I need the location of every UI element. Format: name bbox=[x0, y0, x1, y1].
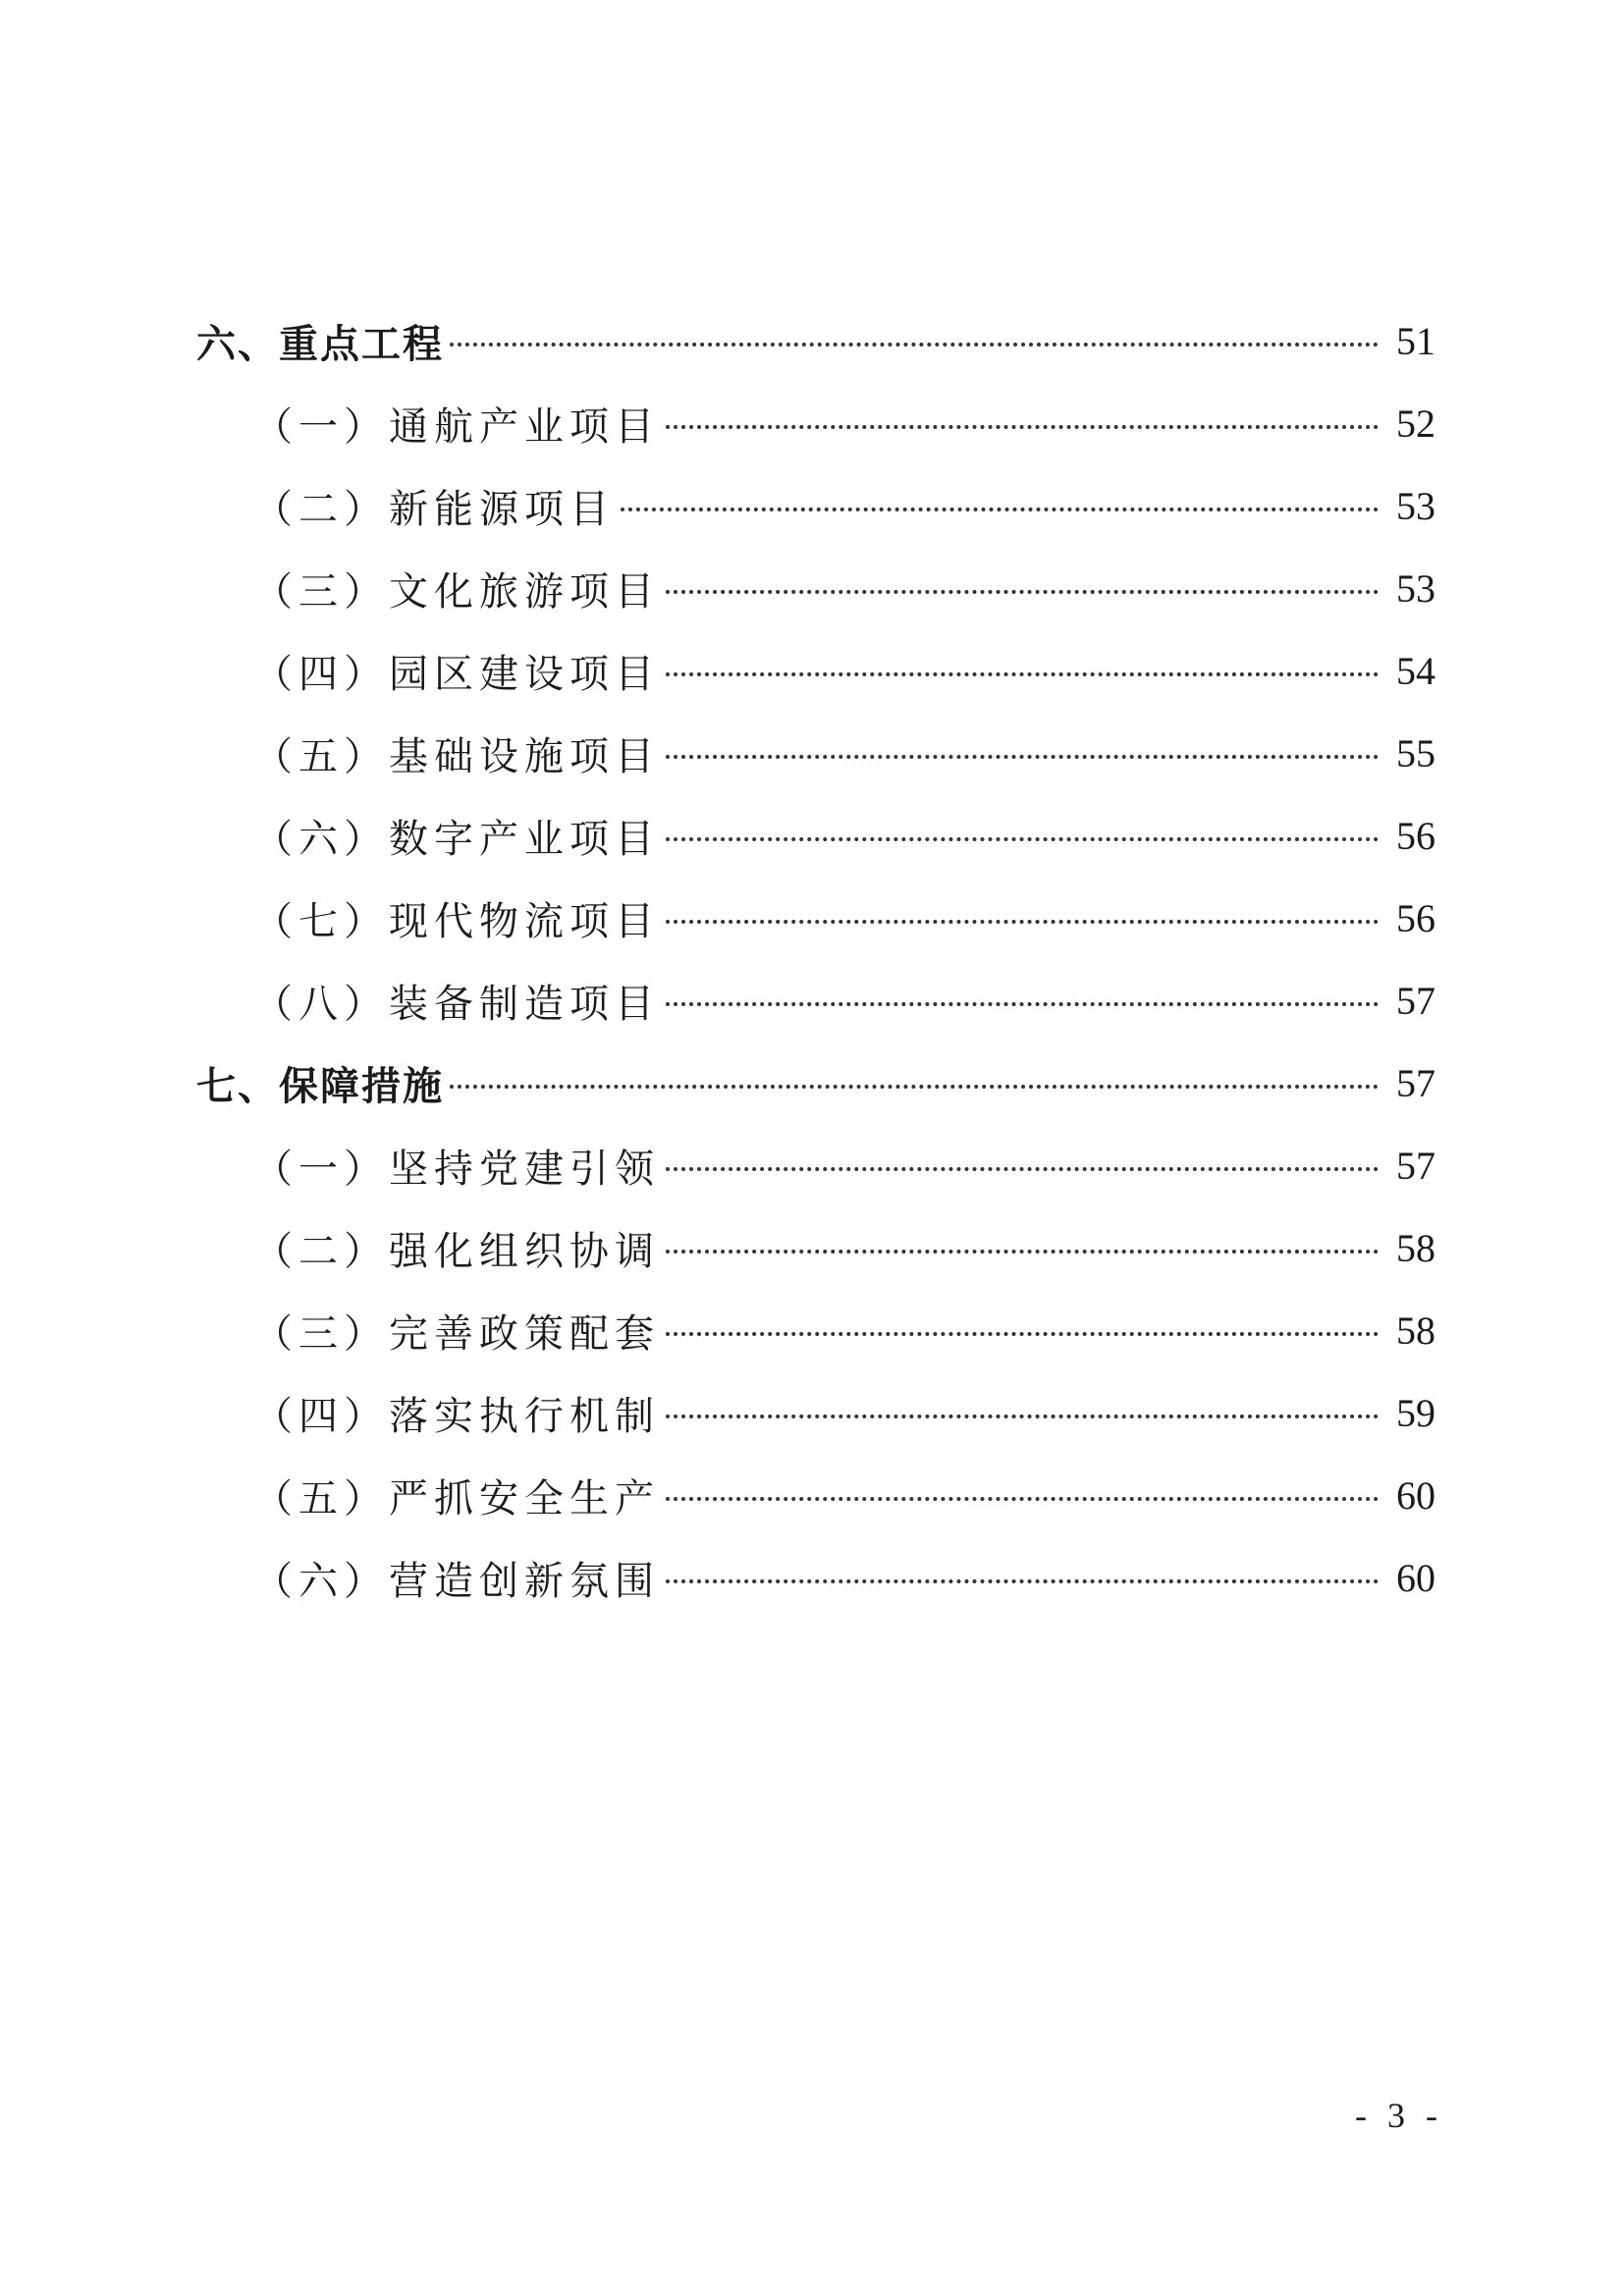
toc-entry-label: 七、保障措施 bbox=[196, 1063, 444, 1109]
toc-entry-label: （六）营造创新氛围 bbox=[253, 1558, 660, 1604]
toc-entry-label: （五）严抓安全生产 bbox=[253, 1475, 660, 1522]
toc-entry-label: （六）数字产业项目 bbox=[253, 816, 660, 862]
toc-entry-page: 53 bbox=[1396, 483, 1435, 528]
toc-entry[interactable] bbox=[253, 971, 1435, 1030]
toc-entry[interactable] bbox=[253, 1301, 1435, 1360]
toc-entry-page: 60 bbox=[1396, 1472, 1435, 1518]
page-number: - 3 - bbox=[1355, 2096, 1443, 2135]
toc-entry-page: 52 bbox=[1396, 400, 1435, 446]
toc-leader-dots bbox=[450, 1085, 1379, 1089]
toc-entry-label: （三）文化旅游项目 bbox=[253, 568, 660, 614]
toc-entry[interactable] bbox=[253, 1218, 1435, 1277]
toc-entry[interactable] bbox=[253, 888, 1435, 947]
toc-leader-dots bbox=[666, 920, 1379, 924]
toc-entry-page: 58 bbox=[1396, 1308, 1435, 1353]
toc-entry-label: （四）园区建设项目 bbox=[253, 651, 660, 697]
toc-leader-dots bbox=[666, 425, 1379, 429]
toc-entry-label: （三）完善政策配套 bbox=[253, 1310, 660, 1357]
toc-entry-page: 57 bbox=[1396, 1143, 1435, 1188]
toc-entry-label: （八）装备制造项目 bbox=[253, 981, 660, 1027]
toc-entry-page: 59 bbox=[1396, 1390, 1435, 1435]
toc-entry-page: 51 bbox=[1396, 318, 1435, 363]
toc-leader-dots bbox=[666, 1332, 1379, 1336]
toc-leader-dots bbox=[666, 1250, 1379, 1254]
toc-leader-dots bbox=[666, 1002, 1379, 1006]
toc-entry[interactable] bbox=[196, 1053, 1435, 1112]
toc-entry[interactable] bbox=[253, 641, 1435, 700]
toc-leader-dots bbox=[450, 343, 1379, 347]
toc-entry[interactable] bbox=[253, 1548, 1435, 1607]
toc-entry-label: （五）基础设施项目 bbox=[253, 733, 660, 779]
toc-entry-label: （一）通航产业项目 bbox=[253, 403, 660, 450]
toc-leader-dots bbox=[666, 755, 1379, 759]
toc-entry-label: （七）现代物流项目 bbox=[253, 898, 660, 944]
toc-entry-page: 56 bbox=[1396, 895, 1435, 940]
toc-entry-label: 六、重点工程 bbox=[196, 321, 444, 367]
toc-entry[interactable] bbox=[253, 1383, 1435, 1442]
toc-entry-label: （一）坚持党建引领 bbox=[253, 1146, 660, 1192]
toc-entry-page: 53 bbox=[1396, 565, 1435, 611]
toc-leader-dots bbox=[621, 507, 1379, 511]
toc-entry[interactable] bbox=[253, 1136, 1435, 1195]
toc-entry[interactable] bbox=[253, 559, 1435, 617]
toc-entry-page: 58 bbox=[1396, 1225, 1435, 1270]
toc-entry-label: （二）新能源项目 bbox=[253, 486, 615, 532]
toc-entry-page: 57 bbox=[1396, 978, 1435, 1023]
toc-entry[interactable] bbox=[253, 806, 1435, 865]
toc-entry-page: 55 bbox=[1396, 730, 1435, 775]
toc-entry-label: （二）强化组织协调 bbox=[253, 1228, 660, 1274]
toc-leader-dots bbox=[666, 1579, 1379, 1583]
toc-leader-dots bbox=[666, 672, 1379, 676]
toc-leader-dots bbox=[666, 1167, 1379, 1171]
toc-entry-page: 60 bbox=[1396, 1555, 1435, 1600]
toc-entry[interactable] bbox=[253, 394, 1435, 453]
toc-entry[interactable] bbox=[253, 723, 1435, 782]
toc-entry-label: （四）落实执行机制 bbox=[253, 1393, 660, 1439]
toc-entry[interactable] bbox=[196, 311, 1435, 370]
toc-entry[interactable] bbox=[253, 1466, 1435, 1524]
toc-leader-dots bbox=[666, 1497, 1379, 1501]
toc-entry[interactable] bbox=[253, 476, 1435, 535]
toc-entry-page: 54 bbox=[1396, 648, 1435, 693]
toc-entry-page: 57 bbox=[1396, 1060, 1435, 1105]
toc-leader-dots bbox=[666, 590, 1379, 594]
toc-leader-dots bbox=[666, 1415, 1379, 1418]
toc-entry-page: 56 bbox=[1396, 813, 1435, 858]
toc-leader-dots bbox=[666, 837, 1379, 841]
